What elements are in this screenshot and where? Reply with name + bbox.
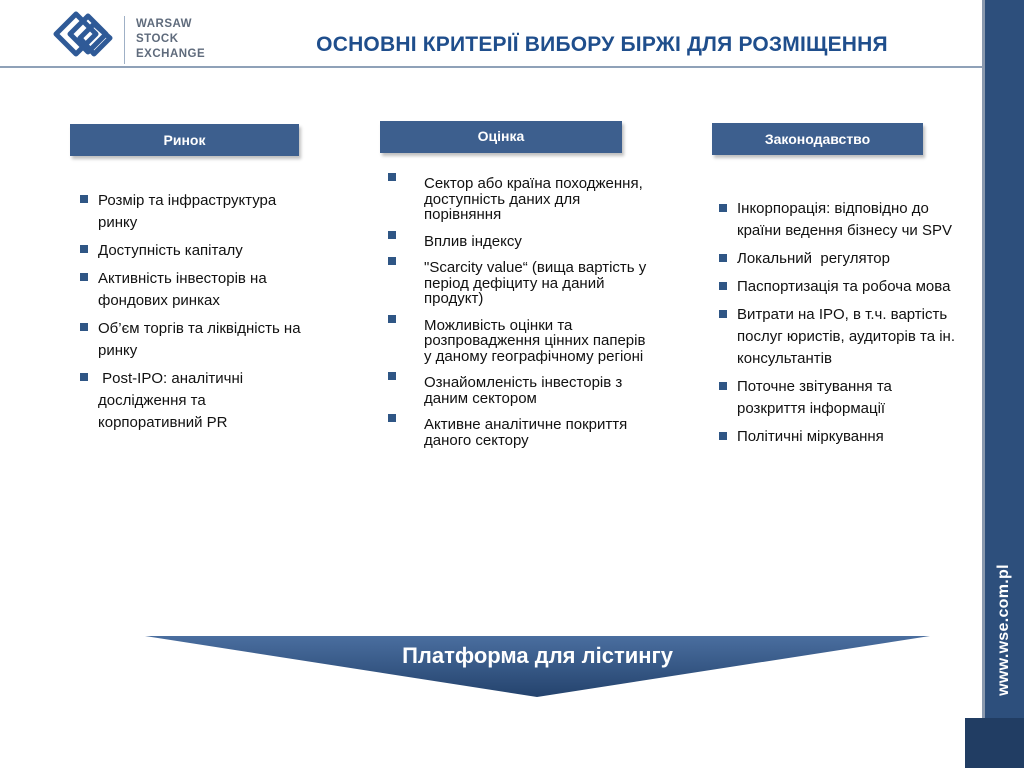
logo-divider — [124, 16, 125, 64]
square-bullet-icon — [80, 323, 88, 331]
page-title: ОСНОВНІ КРИТЕРІЇ ВИБОРУ БІРЖІ ДЛЯ РОЗМІЩЕННЯ — [316, 33, 888, 56]
valuation-criteria-list — [388, 176, 648, 459]
list-item-text: Локальний регулятор — [737, 250, 890, 267]
list-item — [80, 368, 310, 434]
list-item — [719, 426, 959, 448]
list-item — [719, 304, 959, 370]
square-bullet-icon — [80, 195, 88, 203]
list-item-text: Паспортизація та робоча мова — [737, 278, 951, 295]
list-item — [719, 198, 959, 242]
list-item — [388, 318, 648, 365]
list-item-text: Поточне звітування та розкриття інформації — [737, 378, 892, 417]
square-bullet-icon — [388, 372, 396, 380]
square-bullet-icon — [719, 282, 727, 290]
square-bullet-icon — [388, 173, 396, 181]
platform-banner — [145, 634, 930, 698]
column-header-valuation: Оцінка — [380, 121, 622, 153]
list-item — [80, 190, 310, 234]
list-item-text: "Scarcity value“ (вища вартість у період дефіциту на даний продукт) — [424, 259, 647, 307]
platform-label: Платформа для лістингу — [402, 643, 673, 668]
list-item — [388, 176, 648, 223]
square-bullet-icon — [388, 414, 396, 422]
square-bullet-icon — [719, 254, 727, 262]
square-bullet-icon — [388, 315, 396, 323]
square-bullet-icon — [719, 204, 727, 212]
logo-text — [136, 17, 205, 62]
header-divider — [0, 66, 983, 68]
list-item — [80, 318, 310, 362]
list-item-text: Можливість оцінки та розпровадження цінних паперів у даному географічному регіоні — [424, 316, 646, 365]
list-item-text: Активне аналітичне покриття даного сектору — [424, 416, 628, 449]
side-band-stripe — [982, 0, 985, 768]
list-item-text: Ознайомленість інвесторів з даним сектором — [424, 374, 623, 407]
square-bullet-icon — [388, 231, 396, 239]
square-bullet-icon — [80, 273, 88, 281]
list-item — [80, 240, 310, 262]
corner-block — [965, 718, 1024, 768]
list-item-text: Об’єм торгів та ліквідність на ринку — [98, 320, 301, 359]
list-item-text: Сектор або країна походження, доступність даних для порівняння — [424, 175, 643, 223]
column-header-legislation: Законодавство — [712, 123, 923, 155]
list-item — [80, 268, 310, 312]
logo-line-warsaw: WARSAW — [136, 18, 193, 30]
list-item-text: Вплив індексу — [424, 232, 522, 250]
square-bullet-icon — [719, 382, 727, 390]
wse-logo-icon — [52, 8, 116, 62]
wse-logo — [52, 8, 222, 62]
list-item-text: Доступність капіталу — [98, 242, 243, 259]
logo-line-exchange: EXCHANGE — [136, 48, 206, 60]
square-bullet-icon — [80, 245, 88, 253]
logo-line-stock: STOCK — [136, 33, 179, 45]
list-item-text: Активність інвесторів на фондових ринках — [98, 270, 267, 309]
square-bullet-icon — [80, 373, 88, 381]
list-item-text: Розмір та інфраструктура ринку — [98, 192, 277, 231]
website-url[interactable]: www.wse.com.pl — [995, 564, 1012, 696]
list-item — [719, 248, 959, 270]
list-item-text: Post-IPO: аналітичні дослідження та корпоративний PR — [98, 370, 248, 431]
square-bullet-icon — [719, 432, 727, 440]
list-item-text: Інкорпорація: відповідно до країни ведення бізнесу чи SPV — [737, 200, 952, 239]
list-item — [388, 260, 648, 307]
market-criteria-list — [80, 190, 310, 440]
square-bullet-icon — [719, 310, 727, 318]
list-item — [719, 376, 959, 420]
list-item — [388, 417, 648, 448]
list-item-text: Політичні міркування — [737, 428, 884, 445]
legislation-criteria-list — [719, 198, 959, 454]
square-bullet-icon — [388, 257, 396, 265]
column-header-market: Ринок — [70, 124, 299, 156]
list-item — [388, 234, 648, 250]
list-item-text: Витрати на IPO, в т.ч. вартість послуг юристів, аудиторів та ін. консультантів — [737, 306, 955, 367]
list-item — [388, 375, 648, 406]
list-item — [719, 276, 959, 298]
